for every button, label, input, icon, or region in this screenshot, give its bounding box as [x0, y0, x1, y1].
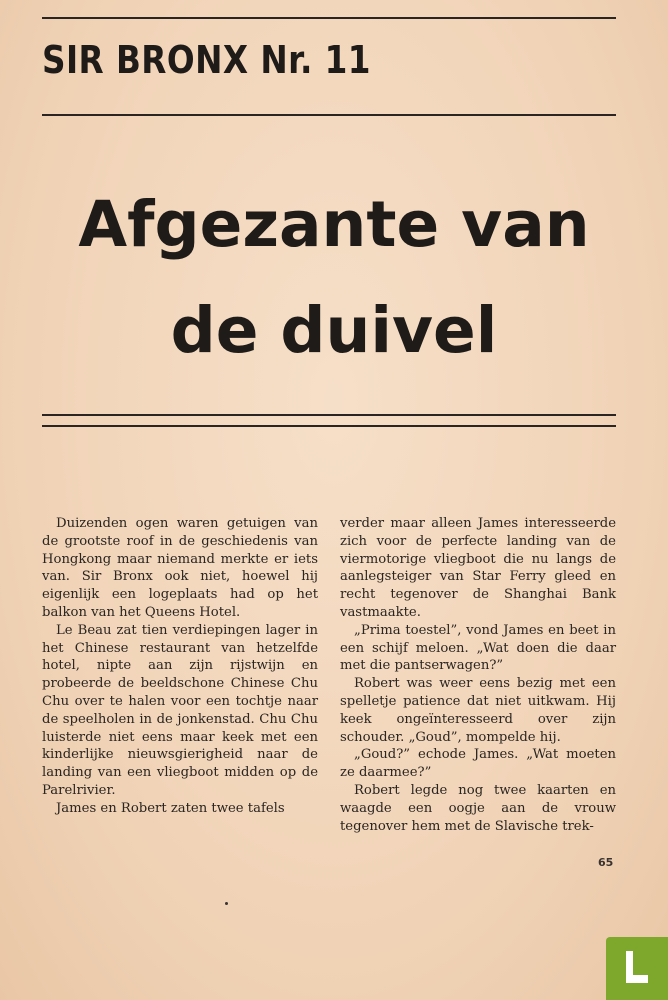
- print-speck: [225, 902, 228, 905]
- title-rule-lower: [42, 425, 616, 427]
- corner-logo[interactable]: [606, 937, 668, 1000]
- paragraph: James en Robert zaten twee tafels: [56, 800, 285, 816]
- text-column-left: [42, 515, 318, 818]
- title-line-2: de duivel: [170, 294, 498, 367]
- paragraph: Duizenden ogen waren getuigen van de grootste roof in de geschiedenis van Hongkong maar niemand merkte er iets van. Sir Bronx ook niet, hoewel hij eigenlijk een logeplaats had op het balkon van het Queens Hotel.: [42, 516, 318, 620]
- lastdodo-logo-icon: [624, 951, 650, 983]
- paragraph: Robert legde nog twee kaarten en waagde een oogje aan de vrouw tegenover hem met de Slavische trek-: [340, 782, 616, 834]
- top-rule: [42, 17, 616, 19]
- title-line-1: Afgezante van: [78, 188, 590, 261]
- paragraph: verder maar alleen James interesseerde zich voor de perfecte landing van de viermotorige vliegboot die nu langs de aanlegsteiger van Star Ferry gleed en recht tegenover de Shanghai Bank vastmaakte.: [340, 516, 616, 620]
- story-title: [60, 172, 608, 384]
- paragraph: Le Beau zat tien verdiepingen lager in het Chinese restaurant van hetzelfde hotel, nipte aan zijn rijstwijn en probeerde de beeldschone Chinese Chu Chu over te halen voor een tochtje naar de speelholen in de jonkenstad. Chu Chu luisterde niet eens maar keek met een kinderlijke nieuwsgierigheid naar de landing van een vliegboot midden op de Parelrivier.: [42, 622, 318, 798]
- paragraph: „Prima toestel”, vond James en beet in een schijf meloen. „Wat doen die daar met die pantserwagen?”: [340, 622, 616, 674]
- paragraph: „Goud?” echode James. „Wat moeten ze daarmee?”: [340, 747, 616, 781]
- text-column-right: [340, 515, 616, 835]
- series-heading: SIR BRONX Nr. 11: [42, 38, 371, 82]
- title-rule-upper: [42, 414, 616, 416]
- paragraph: Robert was weer eens bezig met een spelletje patience dat niet uitkwam. Hij keek ongeïnteresseerd over zijn schouder. „Goud”, mompelde hij.: [340, 676, 616, 745]
- page-number: 65: [598, 856, 614, 869]
- header-rule: [42, 114, 616, 116]
